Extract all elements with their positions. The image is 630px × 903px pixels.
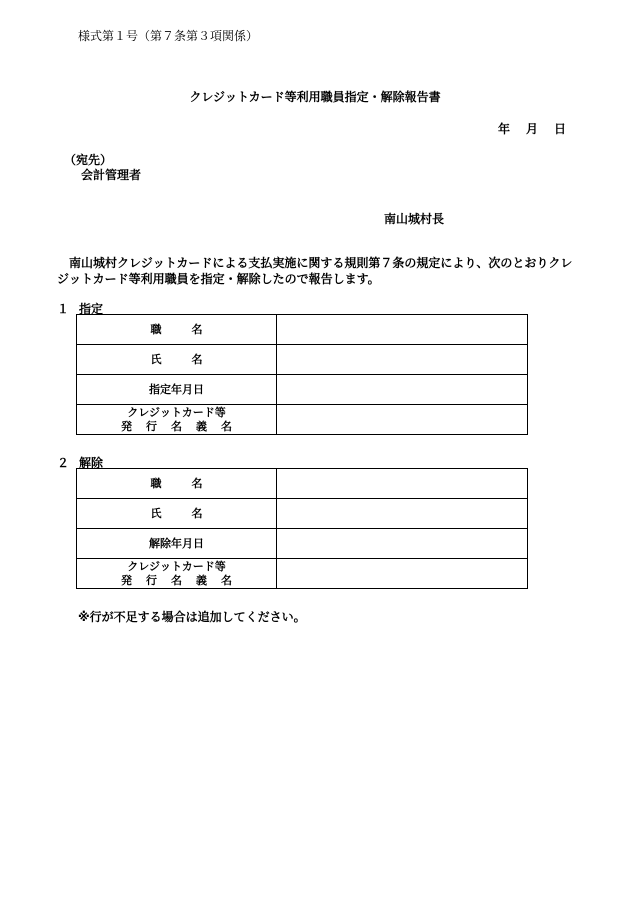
value-cancellation-date[interactable] [277, 529, 528, 559]
value-job-title[interactable] [277, 315, 528, 345]
label-designation-date: 指定年月日 [77, 375, 277, 405]
footnote: ※行が不足する場合は追加してください。 [78, 610, 306, 624]
label-card-issuer-name [77, 405, 277, 435]
value-designation-date[interactable] [277, 375, 528, 405]
table-row [77, 469, 528, 499]
table-row [77, 375, 528, 405]
section-title: 指定 [79, 302, 104, 316]
report-date: 年 月 日 [498, 122, 569, 136]
label-line-1: クレジットカード等 [127, 405, 226, 419]
label-job-title: 職名 [77, 315, 277, 345]
table-row [77, 315, 528, 345]
addressee-prefix: （宛先） [64, 153, 113, 167]
value-card-issuer-name[interactable] [277, 559, 528, 589]
table-row [77, 405, 528, 435]
section-number: １ [57, 302, 70, 316]
document-title: クレジットカード等利用職員指定・解除報告書 [189, 90, 441, 104]
label-name: 氏名 [77, 499, 277, 529]
label-name: 氏名 [77, 345, 277, 375]
value-name[interactable] [277, 345, 528, 375]
designation-table [76, 314, 528, 435]
table-row [77, 529, 528, 559]
section-title: 解除 [79, 456, 104, 470]
table-row [77, 499, 528, 529]
table-row [77, 559, 528, 589]
addressee-name: 会計管理者 [81, 168, 142, 182]
sender-name: 南山城村長 [384, 212, 445, 226]
label-line-2: 発行名義名 [121, 419, 246, 433]
value-job-title[interactable] [277, 469, 528, 499]
section-number: ２ [57, 456, 70, 470]
label-line-1: クレジットカード等 [127, 559, 226, 573]
form-number: 様式第１号（第７条第３項関係） [78, 29, 259, 43]
label-line-2: 発行名義名 [121, 573, 246, 587]
label-job-title: 職名 [77, 469, 277, 499]
label-card-issuer-name [77, 559, 277, 589]
value-card-issuer-name[interactable] [277, 405, 528, 435]
body-paragraph: 南山城村クレジットカードによる支払実施に関する規則第７条の規定により、次のとおりクレジットカード等利用職員を指定・解除したので報告します。 [57, 256, 573, 286]
cancellation-table [76, 468, 528, 589]
value-name[interactable] [277, 499, 528, 529]
label-cancellation-date: 解除年月日 [77, 529, 277, 559]
table-row [77, 345, 528, 375]
